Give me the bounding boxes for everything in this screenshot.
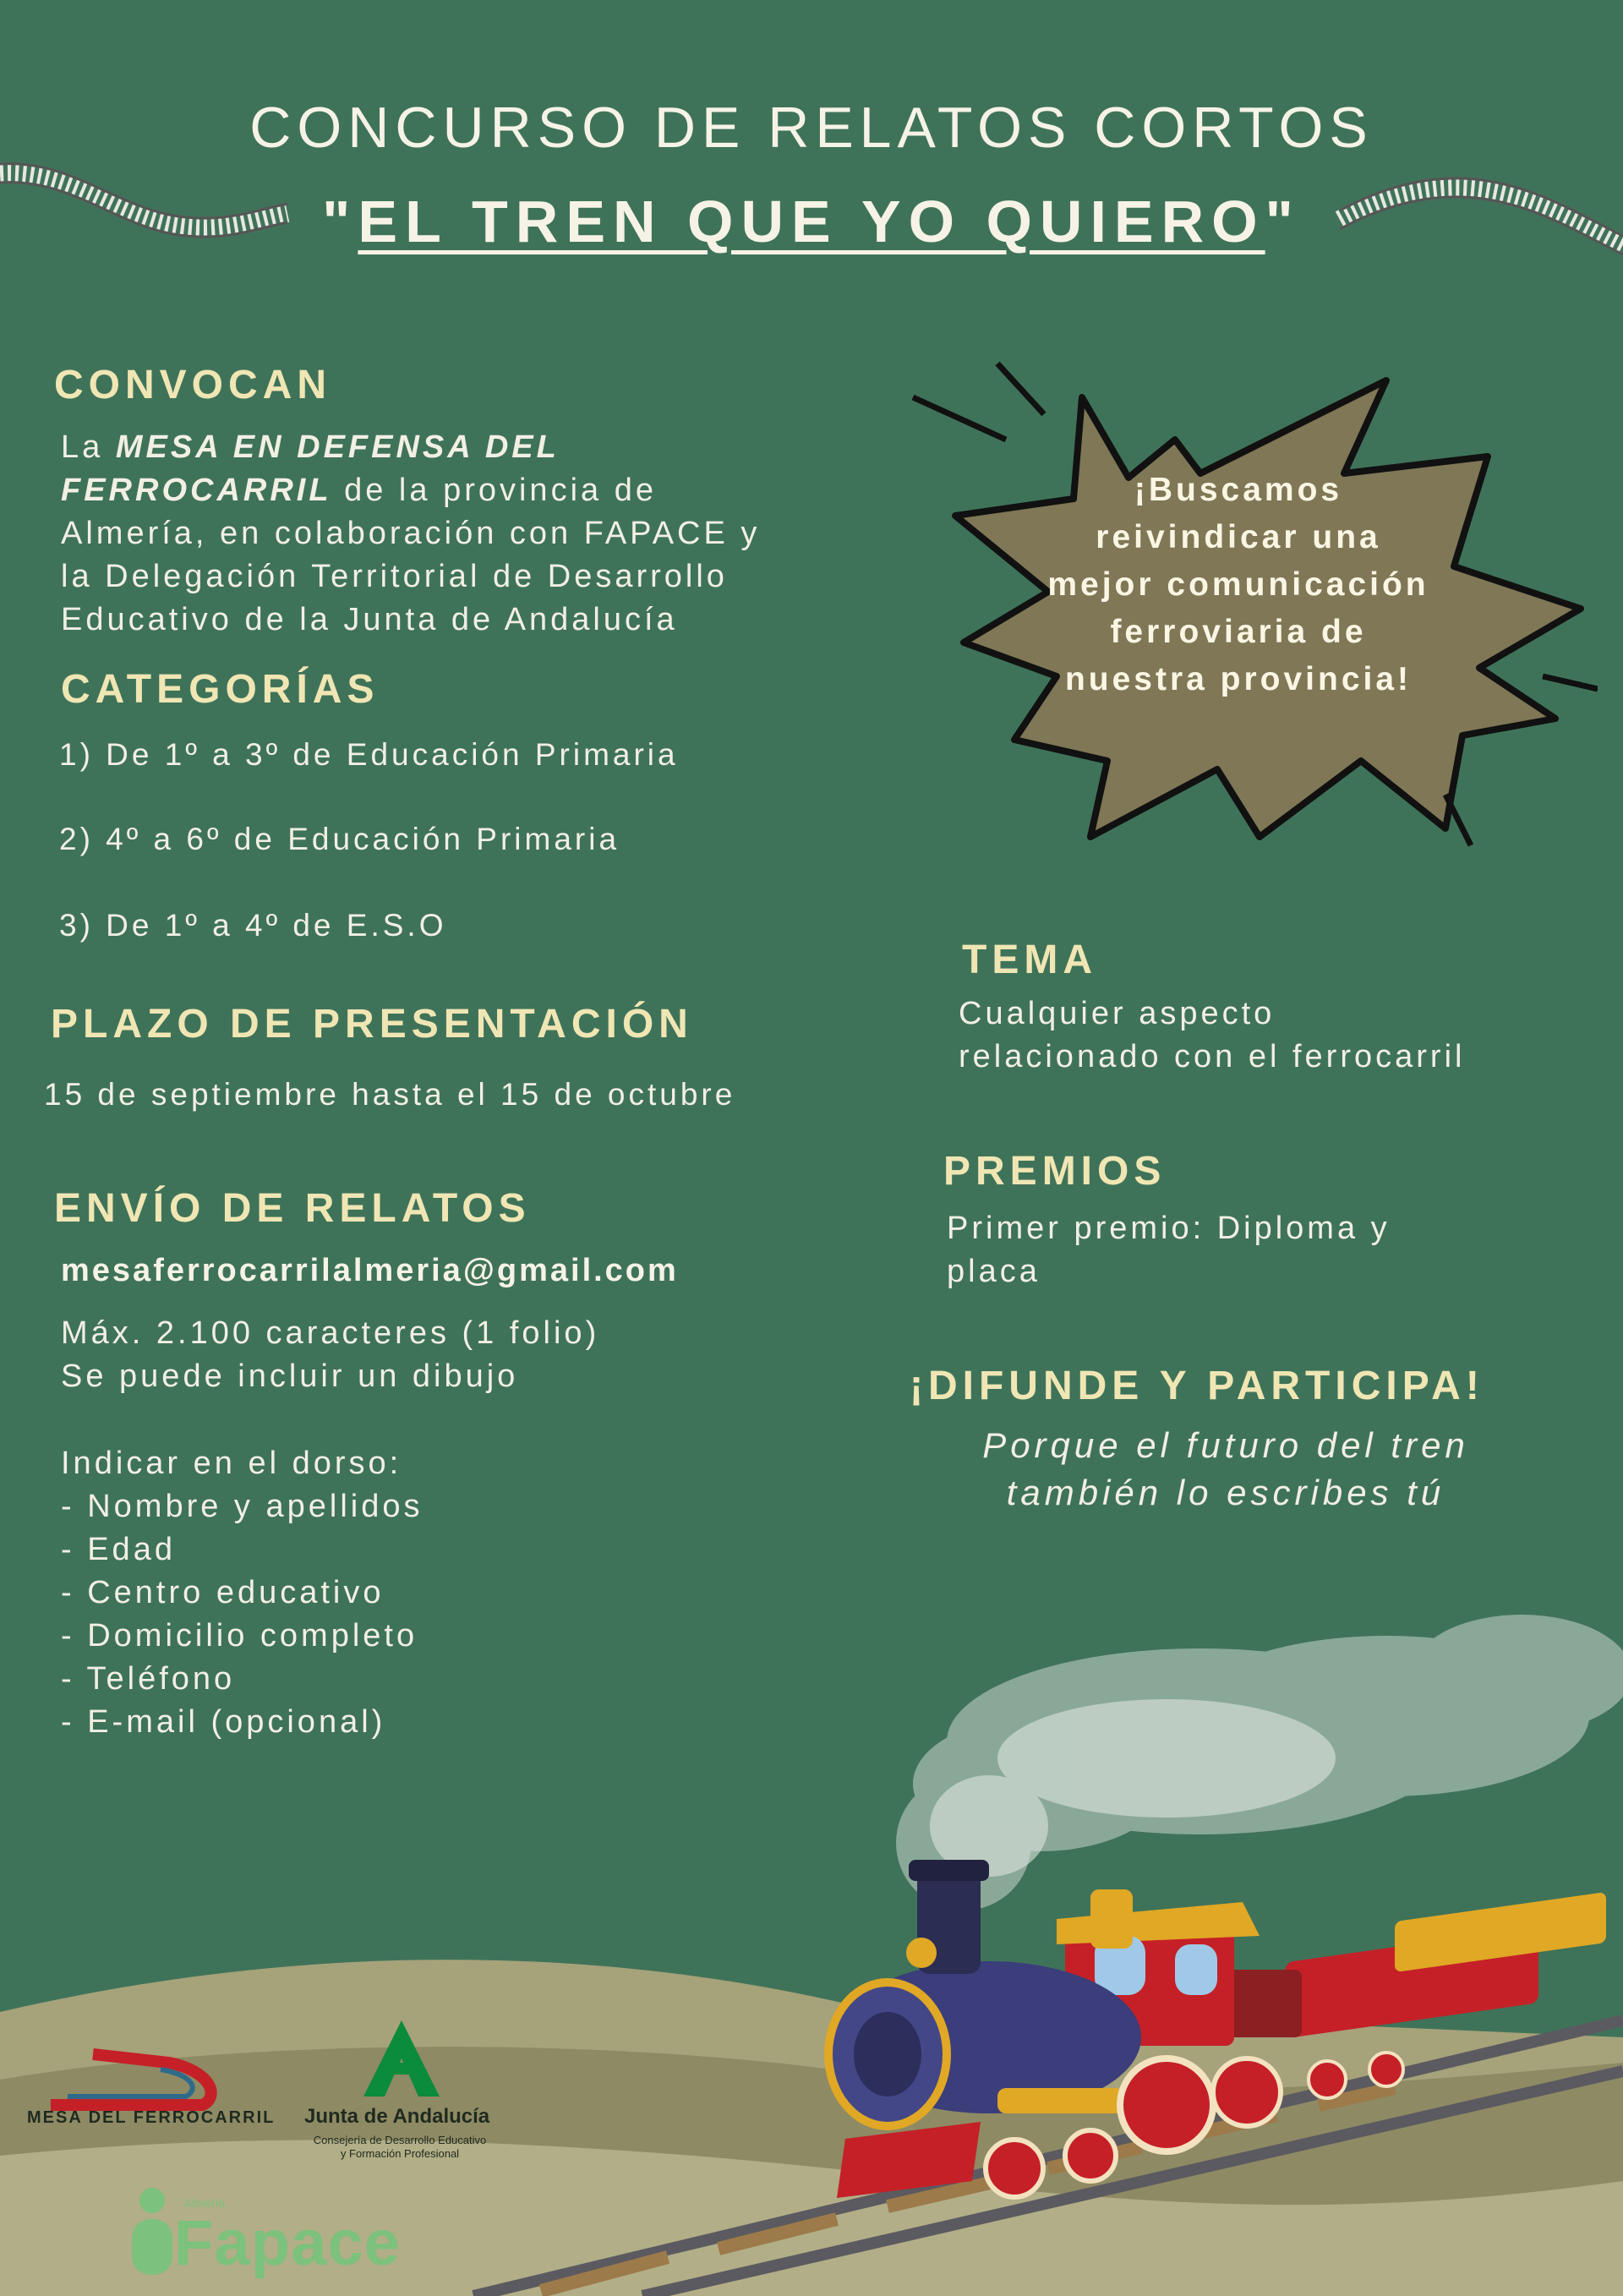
tema-line2: relacionado con el ferrocarril xyxy=(959,1039,1466,1074)
list-item: - Domicilio completo xyxy=(61,1618,418,1654)
junta-sub2: y Formación Profesional xyxy=(340,2147,460,2160)
categoria-item: 1) De 1º a 3º de Educación Primaria xyxy=(59,737,679,772)
convocan-line4: la Delegación Territorial de Desarrollo xyxy=(61,559,728,594)
burst-line: nuestra provincia! xyxy=(1064,661,1413,697)
convocan-org-2: FERROCARRIL xyxy=(61,473,332,508)
convocan-org-1: MESA EN DEFENSA DEL xyxy=(115,429,560,465)
subtitle-text: EL TREN QUE YO QUIERO xyxy=(358,189,1265,254)
junta-logo-text: Junta de Andalucía xyxy=(304,2105,490,2128)
burst-line: ¡Buscamos xyxy=(1134,472,1343,508)
page-title: CONCURSO DE RELATOS CORTOS xyxy=(249,96,1374,160)
categoria-item: 2) 4º a 6º de Educación Primaria xyxy=(59,822,620,856)
fapace-logo-text: Fapace xyxy=(174,2207,401,2279)
slogan-line2: también lo escribes tú xyxy=(1006,1473,1445,1512)
burst-line: ferroviaria de xyxy=(1110,614,1367,650)
premios-heading: PREMIOS xyxy=(943,1149,1167,1194)
difunde-heading: ¡DIFUNDE Y PARTICIPA! xyxy=(910,1364,1484,1408)
categorias-heading: CATEGORÍAS xyxy=(61,667,380,712)
junta-andalucia-logo-icon xyxy=(355,2016,448,2101)
envio-heading: ENVÍO DE RELATOS xyxy=(54,1186,531,1231)
convocan-line2: de la provincia de xyxy=(344,473,657,508)
slogan-line1: Porque el futuro del tren xyxy=(982,1425,1469,1465)
train-illustration xyxy=(0,1564,1623,2296)
list-item: - Nombre y apellidos xyxy=(61,1489,424,1524)
list-item: - Edad xyxy=(61,1532,176,1567)
junta-logo-subtext xyxy=(294,2134,505,2161)
envio-email[interactable]: mesaferrocarrilalmeria@gmail.com xyxy=(61,1253,679,1288)
junta-sub1: Consejería de Desarrollo Educativo xyxy=(313,2134,487,2146)
categoria-item: 3) De 1º a 4º de E.S.O xyxy=(59,908,447,943)
slogan xyxy=(921,1422,1530,1517)
fapace-figure-icon xyxy=(127,2185,178,2278)
list-item: - E-mail (opcional) xyxy=(61,1704,386,1740)
convocan-line3: Almería, en colaboración con FAPACE y xyxy=(61,516,761,551)
tema-text xyxy=(959,992,1465,1079)
envio-line1: Máx. 2.100 caracteres (1 folio) xyxy=(61,1315,600,1351)
list-item: - Teléfono xyxy=(61,1661,236,1697)
convocan-prefix: La xyxy=(61,429,104,465)
convocan-heading: CONVOCAN xyxy=(54,363,332,407)
tema-heading: TEMA xyxy=(962,938,1097,982)
premios-text xyxy=(947,1207,1391,1293)
carriages xyxy=(1200,1892,1606,2038)
envio-indicar: Indicar en el dorso: xyxy=(61,1446,402,1481)
convocan-text xyxy=(61,426,889,642)
mesa-logo-text: MESA DEL FERROCARRIL xyxy=(27,2108,276,2127)
convocan-line5: Educativo de la Junta de Andalucía xyxy=(61,602,678,637)
plazo-text: 15 de septiembre hasta el 15 de octubre xyxy=(44,1077,736,1112)
page-subtitle: "EL TREN QUE YO QUIERO" xyxy=(322,189,1301,254)
premios-line1: Primer premio: Diploma y xyxy=(947,1211,1391,1246)
tema-line1: Cualquier aspecto xyxy=(959,996,1276,1031)
burst-line: reivindicar una xyxy=(1096,519,1381,555)
premios-line2: placa xyxy=(947,1254,1041,1289)
burst-text xyxy=(989,467,1488,703)
burst-line: mejor comunicación xyxy=(1047,566,1429,603)
list-item: - Centro educativo xyxy=(61,1575,385,1610)
plazo-heading: PLAZO DE PRESENTACIÓN xyxy=(51,1002,693,1047)
envio-line2: Se puede incluir un dibujo xyxy=(61,1358,519,1394)
fapace-small-text: Almería xyxy=(184,2196,226,2210)
